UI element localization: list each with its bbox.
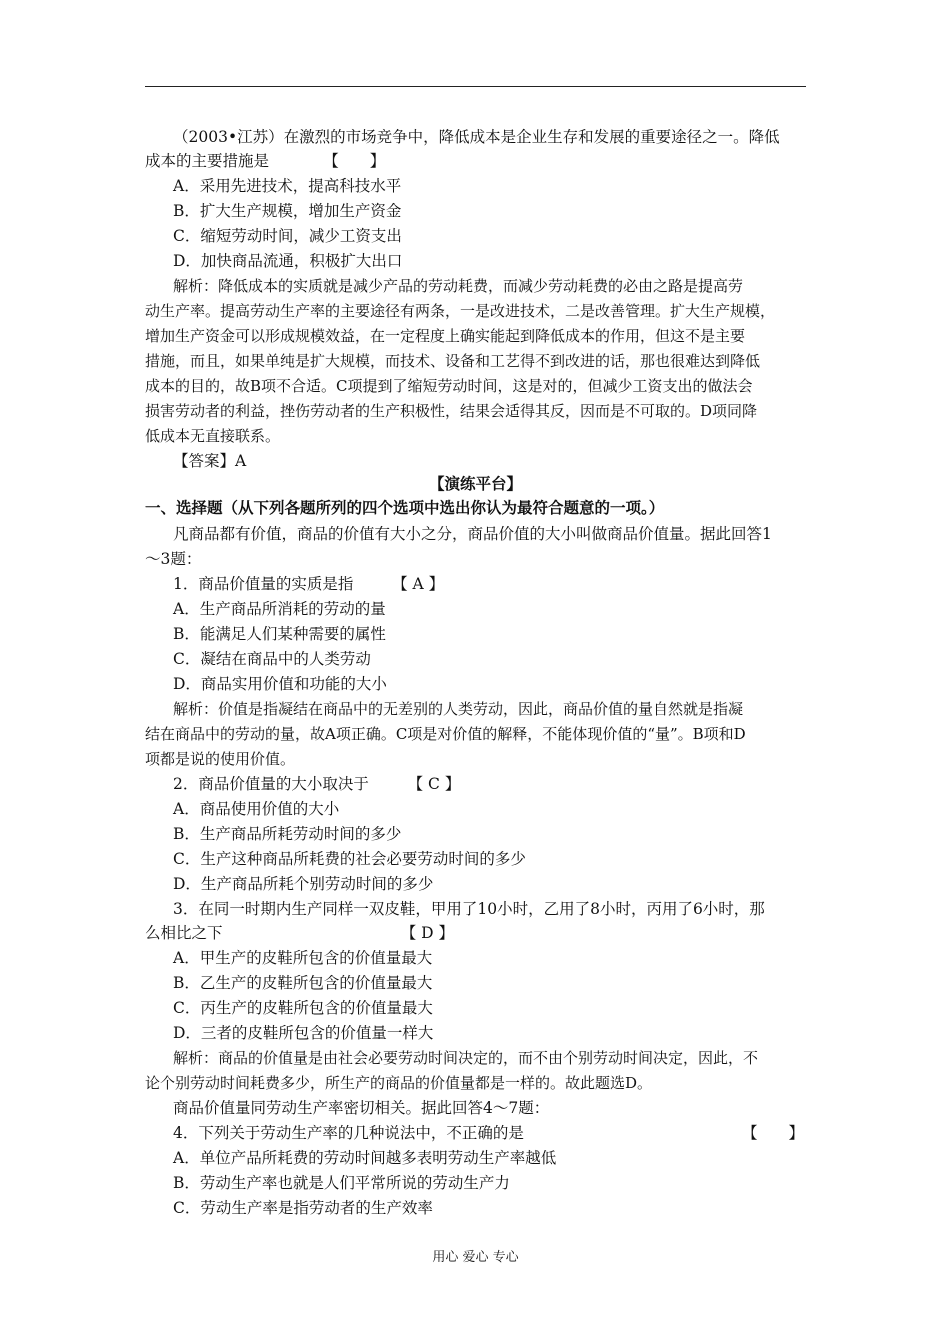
q2-option-d: D．生产商品所耗个别劳动时间的多少 — [173, 875, 434, 893]
q1-analysis-line-3: 项都是说的使用价值。 — [145, 750, 296, 768]
analysis-line-5: 成本的目的，故B项不合适。C项提到了缩短劳动时间，这是对的，但减少工资支出的做法会 — [145, 377, 753, 395]
analysis-line-7: 低成本无直接联系。 — [145, 427, 281, 445]
answer-label: 【答案】A — [173, 452, 247, 470]
q2-option-a: A．商品使用价值的大小 — [173, 800, 340, 818]
option-c: C．缩短劳动时间，减少工资支出 — [173, 227, 402, 245]
q2-option-b: B．生产商品所耗劳动时间的多少 — [173, 825, 402, 843]
q4-option-a: A．单位产品所耗费的劳动时间越多表明劳动生产率越低 — [173, 1149, 557, 1167]
q1-option-b: B．能满足人们某种需要的属性 — [173, 625, 386, 643]
q3-analysis-line-1: 解析：商品的价值量是由社会必要劳动时间决定的，而不由个别劳动时间决定，因此，不 — [173, 1049, 759, 1067]
q3-option-b: B．乙生产的皮鞋所包含的价值量最大 — [173, 974, 433, 992]
question-1: 1．商品价值量的实质是指 【 A 】 — [173, 575, 445, 593]
intro-q1-3-line-2: ～3题： — [145, 550, 202, 568]
q3-option-c: C．丙生产的皮鞋所包含的价值量最大 — [173, 999, 433, 1017]
q2-option-c: C．生产这种商品所耗费的社会必要劳动时间的多少 — [173, 850, 526, 868]
q4-option-b: B．劳动生产率也就是人们平常所说的劳动生产力 — [173, 1174, 510, 1192]
q1-option-c: C．凝结在商品中的人类劳动 — [173, 650, 371, 668]
intro-q4-7: 商品价值量同劳动生产率密切相关。据此回答4～7题： — [173, 1099, 550, 1117]
analysis-line-3: 增加生产资金可以形成规模效益，在一定程度上确实能起到降低成本的作用，但这不是主要 — [145, 327, 746, 345]
question-3-line-2: 么相比之下 【 D 】 — [145, 924, 455, 942]
q-intro-line-2: 成本的主要措施是 【 】 — [145, 152, 386, 170]
q3-option-d: D．三者的皮鞋所包含的价值量一样大 — [173, 1024, 434, 1042]
page-footer: 用心 爱心 专心 — [432, 1250, 519, 1265]
option-a: A．采用先进技术，提高科技水平 — [173, 177, 402, 195]
q3-option-a: A．甲生产的皮鞋所包含的价值量最大 — [173, 949, 433, 967]
section-title: 【演练平台】 — [428, 474, 522, 493]
option-b: B．扩大生产规模，增加生产资金 — [173, 202, 402, 220]
question-4: 4．下列关于劳动生产率的几种说法中，不正确的是 — [173, 1124, 524, 1142]
q1-analysis-line-1: 解析：价值是指凝结在商品中的无差别的人类劳动，因此，商品价值的量自然就是指凝 — [173, 700, 744, 718]
analysis-line-1: 解析：降低成本的实质就是减少产品的劳动耗费，而减少劳动耗费的必由之路是提高劳 — [173, 277, 744, 295]
question-4-bracket: 【 】 — [742, 1124, 805, 1142]
section-heading: 一、选择题（从下列各题所列的四个选项中选出你认为最符合题意的一项。） — [145, 498, 665, 517]
q3-analysis-line-2: 论个别劳动时间耗费多少，所生产的商品的价值量都是一样的。故此题选D。 — [145, 1074, 653, 1092]
q1-analysis-line-2: 结在商品中的劳动的量，故A项正确。C项是对价值的解释，不能体现价值的“量”。B项和D — [145, 725, 746, 743]
question-3-line-1: 3．在同一时期内生产同样一双皮鞋，甲用了10小时，乙用了8小时，丙用了6小时，那 — [173, 900, 765, 918]
analysis-line-6: 损害劳动者的利益，挫伤劳动者的生产积极性，结果会适得其反，因而是不可取的。D项同降 — [145, 402, 758, 420]
question-2: 2．商品价值量的大小取决于 【 C 】 — [173, 775, 461, 793]
analysis-line-2: 动生产率。提高劳动生产率的主要途径有两条，一是改进技术，二是改善管理。扩大生产规模， — [145, 302, 776, 320]
analysis-line-4: 措施，而且，如果单纯是扩大规模，而技术、设备和工艺得不到改进的话，那也很难达到降低 — [145, 352, 761, 370]
intro-q1-3-line-1: 凡商品都有价值，商品的价值有大小之分，商品价值的大小叫做商品价值量。据此回答1 — [173, 525, 772, 543]
q4-option-c: C．劳动生产率是指劳动者的生产效率 — [173, 1199, 433, 1217]
header-rule — [145, 86, 806, 87]
q1-option-a: A．生产商品所消耗的劳动的量 — [173, 600, 386, 618]
option-d: D．加快商品流通，积极扩大出口 — [173, 252, 403, 270]
q1-option-d: D．商品实用价值和功能的大小 — [173, 675, 387, 693]
q-intro-line-1: （2003•江苏）在激烈的市场竞争中，降低成本是企业生存和发展的重要途径之一。降低 — [173, 128, 780, 146]
